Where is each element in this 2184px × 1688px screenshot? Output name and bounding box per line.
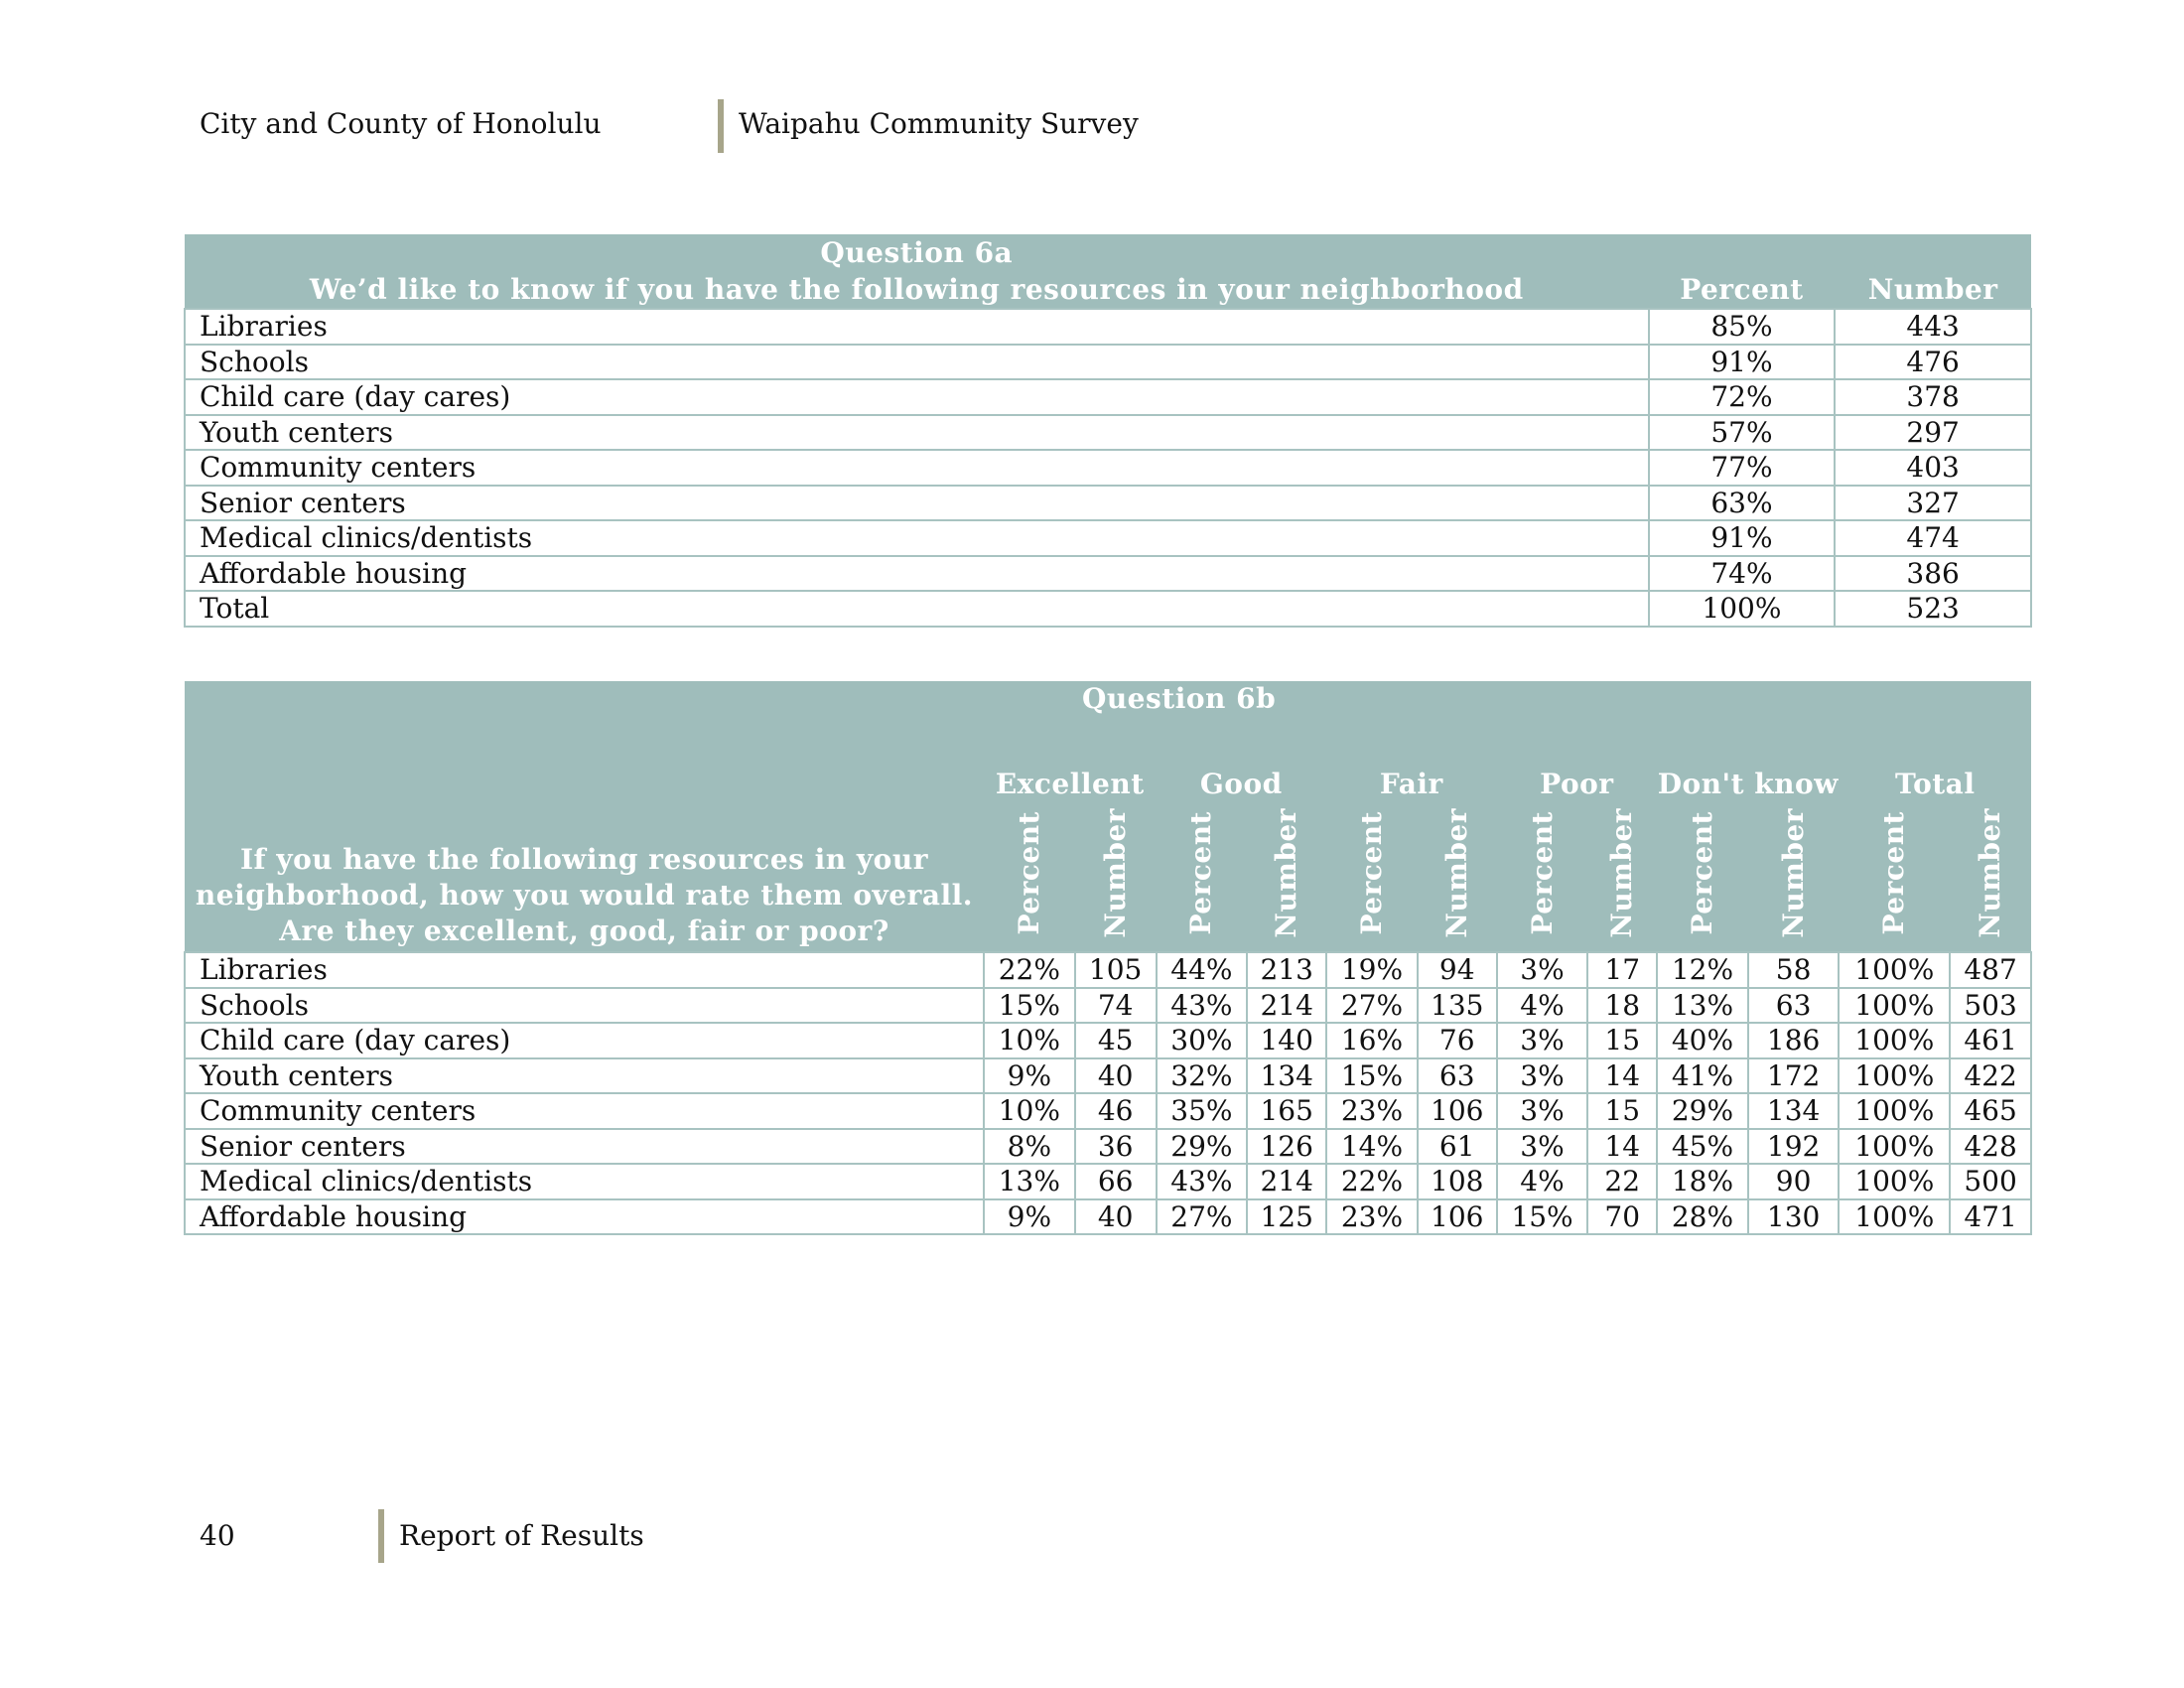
percent-cell: 4% (1497, 1164, 1588, 1199)
number-cell: 17 (1587, 952, 1657, 988)
number-cell: 403 (1835, 450, 2031, 486)
q6a-col-number: Number (1835, 271, 2031, 309)
number-cell: 192 (1748, 1129, 1840, 1165)
resource-label: Senior centers (185, 486, 1649, 521)
number-cell: 471 (1950, 1199, 2031, 1235)
percent-cell: 22% (1326, 1164, 1418, 1199)
sub-header-percent (1497, 802, 1588, 952)
resource-label: Community centers (185, 1093, 984, 1129)
resource-label: Medical clinics/dentists (185, 1164, 984, 1199)
number-cell: 76 (1418, 1023, 1497, 1058)
percent-cell: 100% (1839, 1093, 1950, 1129)
number-cell: 22 (1587, 1164, 1657, 1199)
percent-cell: 16% (1326, 1023, 1418, 1058)
percent-cell: 85% (1649, 309, 1836, 345)
rating-group-header: Good (1157, 717, 1327, 802)
percent-cell: 14% (1326, 1129, 1418, 1165)
sub-header-label: Percent (1012, 811, 1045, 935)
percent-cell: 100% (1839, 1058, 1950, 1094)
q6a-question: We’d like to know if you have the following resources in your neighborhood (185, 271, 1649, 309)
percent-cell: 3% (1497, 1058, 1588, 1094)
percent-cell: 12% (1657, 952, 1748, 988)
page-number: 40 (200, 1519, 235, 1552)
number-cell: 74 (1075, 988, 1157, 1024)
table-row (185, 988, 2031, 1024)
percent-cell: 91% (1649, 520, 1836, 556)
number-cell: 523 (1835, 591, 2031, 627)
number-cell: 134 (1247, 1058, 1326, 1094)
table-row (185, 345, 2031, 380)
sub-header-label: Number (1776, 808, 1810, 938)
percent-cell: 27% (1326, 988, 1418, 1024)
footer-title: Report of Results (399, 1519, 644, 1552)
sub-header-label: Number (1605, 808, 1639, 938)
number-cell: 70 (1587, 1199, 1657, 1235)
sub-header-number (1748, 802, 1840, 952)
table-row (185, 591, 2031, 627)
resource-label: Senior centers (185, 1129, 984, 1165)
number-cell: 105 (1075, 952, 1157, 988)
percent-cell: 44% (1157, 952, 1248, 988)
percent-cell: 100% (1649, 591, 1836, 627)
percent-cell: 100% (1839, 952, 1950, 988)
resource-label: Affordable housing (185, 1199, 984, 1235)
number-cell: 45 (1075, 1023, 1157, 1058)
table-row (185, 1093, 2031, 1129)
number-cell: 14 (1587, 1129, 1657, 1165)
percent-cell: 15% (1497, 1199, 1588, 1235)
percent-cell: 9% (984, 1058, 1075, 1094)
q6b-title: Question 6b (984, 681, 2031, 717)
number-cell: 140 (1247, 1023, 1326, 1058)
resource-label: Youth centers (185, 1058, 984, 1094)
percent-cell: 3% (1497, 1023, 1588, 1058)
table-row (185, 1023, 2031, 1058)
percent-cell: 74% (1649, 556, 1836, 592)
percent-cell: 13% (984, 1164, 1075, 1199)
percent-cell: 100% (1839, 1023, 1950, 1058)
number-cell: 125 (1247, 1199, 1326, 1235)
sub-header-percent (1326, 802, 1418, 952)
rating-group-header: Poor (1497, 717, 1657, 802)
percent-cell: 13% (1657, 988, 1748, 1024)
sub-header-label: Percent (1184, 811, 1218, 935)
number-cell: 61 (1418, 1129, 1497, 1165)
number-cell: 172 (1748, 1058, 1840, 1094)
number-cell: 474 (1835, 520, 2031, 556)
percent-cell: 35% (1157, 1093, 1248, 1129)
percent-cell: 28% (1657, 1199, 1748, 1235)
sub-header-label: Number (1098, 808, 1132, 938)
table-row (185, 450, 2031, 486)
sub-header-percent (984, 802, 1075, 952)
number-cell: 165 (1247, 1093, 1326, 1129)
resource-label: Libraries (185, 309, 1649, 345)
header-report-title: Waipahu Community Survey (739, 107, 1139, 140)
percent-cell: 41% (1657, 1058, 1748, 1094)
percent-cell: 8% (984, 1129, 1075, 1165)
number-cell: 503 (1950, 988, 2031, 1024)
table-row (185, 1129, 2031, 1165)
number-cell: 476 (1835, 345, 2031, 380)
number-cell: 386 (1835, 556, 2031, 592)
table-row (185, 1164, 2031, 1199)
percent-cell: 100% (1839, 988, 1950, 1024)
percent-cell: 10% (984, 1023, 1075, 1058)
percent-cell: 19% (1326, 952, 1418, 988)
number-cell: 134 (1748, 1093, 1840, 1129)
number-cell: 327 (1835, 486, 2031, 521)
number-cell: 186 (1748, 1023, 1840, 1058)
number-cell: 90 (1748, 1164, 1840, 1199)
header-organization: City and County of Honolulu (200, 107, 602, 140)
percent-cell: 15% (984, 988, 1075, 1024)
table-row (185, 1058, 2031, 1094)
percent-cell: 91% (1649, 345, 1836, 380)
table-row (185, 520, 2031, 556)
percent-cell: 4% (1497, 988, 1588, 1024)
question-6b-table (184, 681, 2032, 1235)
percent-cell: 22% (984, 952, 1075, 988)
percent-cell: 40% (1657, 1023, 1748, 1058)
table-row (185, 379, 2031, 415)
percent-cell: 32% (1157, 1058, 1248, 1094)
table-row (185, 556, 2031, 592)
resource-label: Total (185, 591, 1649, 627)
resource-label: Schools (185, 988, 984, 1024)
number-cell: 378 (1835, 379, 2031, 415)
number-cell: 63 (1418, 1058, 1497, 1094)
number-cell: 46 (1075, 1093, 1157, 1129)
q6b-question: If you have the following resources in your neighborhood, how you would rate them overall. Are they excellent, good, fair or poor? (185, 717, 984, 952)
number-cell: 58 (1748, 952, 1840, 988)
table-row (185, 415, 2031, 451)
sub-header-label: Percent (1877, 811, 1911, 935)
percent-cell: 23% (1326, 1093, 1418, 1129)
percent-cell: 43% (1157, 988, 1248, 1024)
resource-label: Medical clinics/dentists (185, 520, 1649, 556)
sub-header-number (1075, 802, 1157, 952)
number-cell: 135 (1418, 988, 1497, 1024)
resource-label: Community centers (185, 450, 1649, 486)
number-cell: 422 (1950, 1058, 2031, 1094)
percent-cell: 43% (1157, 1164, 1248, 1199)
sub-header-percent (1657, 802, 1748, 952)
rating-group-header: Excellent (984, 717, 1157, 802)
number-cell: 500 (1950, 1164, 2031, 1199)
sub-header-percent (1157, 802, 1248, 952)
number-cell: 106 (1418, 1199, 1497, 1235)
number-cell: 465 (1950, 1093, 2031, 1129)
sub-header-label: Percent (1354, 811, 1388, 935)
number-cell: 66 (1075, 1164, 1157, 1199)
resource-label: Affordable housing (185, 556, 1649, 592)
number-cell: 130 (1748, 1199, 1840, 1235)
number-cell: 15 (1587, 1093, 1657, 1129)
percent-cell: 45% (1657, 1129, 1748, 1165)
number-cell: 487 (1950, 952, 2031, 988)
percent-cell: 72% (1649, 379, 1836, 415)
resource-label: Child care (day cares) (185, 379, 1649, 415)
percent-cell: 15% (1326, 1058, 1418, 1094)
sub-header-label: Percent (1525, 811, 1559, 935)
percent-cell: 18% (1657, 1164, 1748, 1199)
number-cell: 14 (1587, 1058, 1657, 1094)
number-cell: 428 (1950, 1129, 2031, 1165)
percent-cell: 77% (1649, 450, 1836, 486)
number-cell: 126 (1247, 1129, 1326, 1165)
percent-cell: 23% (1326, 1199, 1418, 1235)
percent-cell: 3% (1497, 952, 1588, 988)
q6a-title: Question 6a (185, 234, 1649, 271)
number-cell: 36 (1075, 1129, 1157, 1165)
question-6a-table (184, 234, 2032, 628)
sub-header-label: Number (1439, 808, 1473, 938)
sub-header-number (1950, 802, 2031, 952)
sub-header-label: Percent (1685, 811, 1718, 935)
q6a-col-percent: Percent (1649, 271, 1836, 309)
table-row (185, 309, 2031, 345)
sub-header-percent (1839, 802, 1950, 952)
table-row (185, 1199, 2031, 1235)
resource-label: Youth centers (185, 415, 1649, 451)
number-cell: 213 (1247, 952, 1326, 988)
table-row (185, 486, 2031, 521)
number-cell: 18 (1587, 988, 1657, 1024)
number-cell: 15 (1587, 1023, 1657, 1058)
rating-group-header: Total (1839, 717, 2031, 802)
rating-group-header: Don't know (1657, 717, 1839, 802)
percent-cell: 100% (1839, 1199, 1950, 1235)
footer-divider (378, 1509, 384, 1563)
percent-cell: 100% (1839, 1164, 1950, 1199)
number-cell: 461 (1950, 1023, 2031, 1058)
number-cell: 214 (1247, 988, 1326, 1024)
percent-cell: 30% (1157, 1023, 1248, 1058)
sub-header-number (1247, 802, 1326, 952)
rating-group-header: Fair (1326, 717, 1497, 802)
percent-cell: 27% (1157, 1199, 1248, 1235)
number-cell: 106 (1418, 1093, 1497, 1129)
resource-label: Child care (day cares) (185, 1023, 984, 1058)
sub-header-label: Number (1270, 808, 1303, 938)
percent-cell: 29% (1157, 1129, 1248, 1165)
percent-cell: 100% (1839, 1129, 1950, 1165)
number-cell: 94 (1418, 952, 1497, 988)
number-cell: 40 (1075, 1058, 1157, 1094)
number-cell: 443 (1835, 309, 2031, 345)
sub-header-label: Number (1974, 808, 2007, 938)
number-cell: 108 (1418, 1164, 1497, 1199)
percent-cell: 29% (1657, 1093, 1748, 1129)
percent-cell: 63% (1649, 486, 1836, 521)
number-cell: 40 (1075, 1199, 1157, 1235)
sub-header-number (1587, 802, 1657, 952)
number-cell: 297 (1835, 415, 2031, 451)
percent-cell: 3% (1497, 1129, 1588, 1165)
resource-label: Schools (185, 345, 1649, 380)
percent-cell: 3% (1497, 1093, 1588, 1129)
percent-cell: 9% (984, 1199, 1075, 1235)
number-cell: 214 (1247, 1164, 1326, 1199)
sub-header-number (1418, 802, 1497, 952)
table-row (185, 952, 2031, 988)
percent-cell: 57% (1649, 415, 1836, 451)
number-cell: 63 (1748, 988, 1840, 1024)
resource-label: Libraries (185, 952, 984, 988)
header-divider (718, 99, 724, 153)
percent-cell: 10% (984, 1093, 1075, 1129)
